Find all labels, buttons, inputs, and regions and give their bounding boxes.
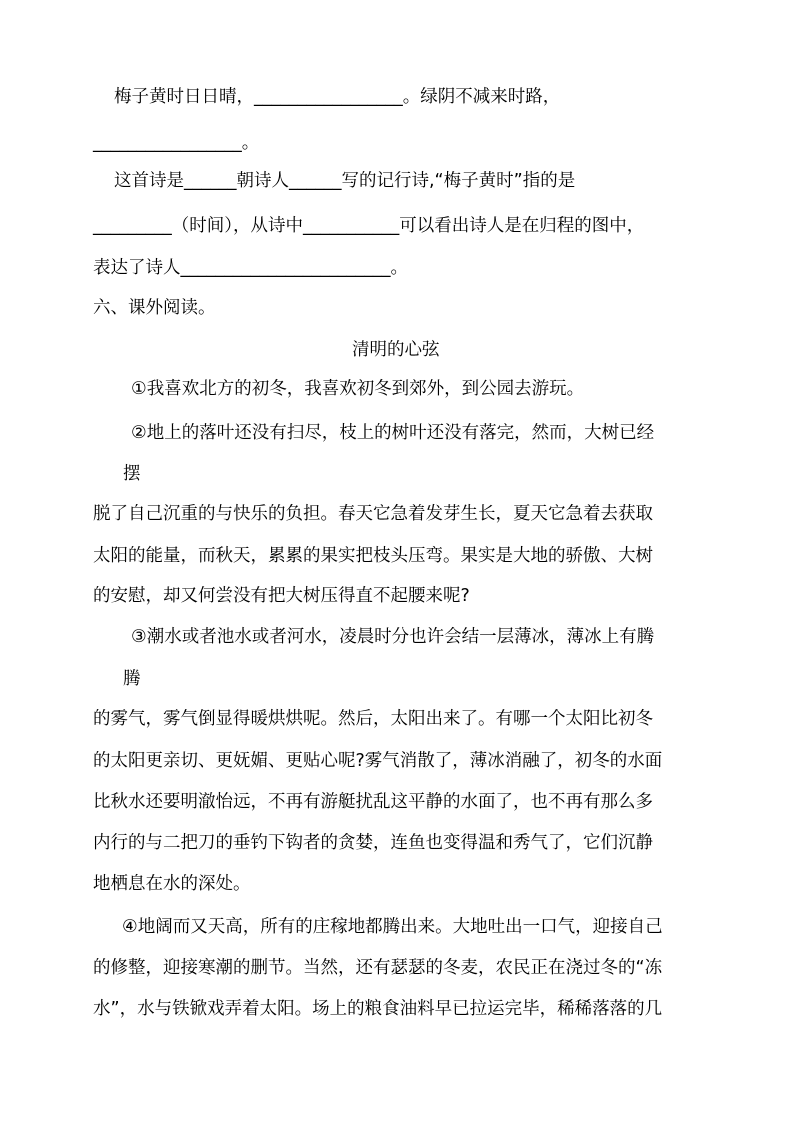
passage-title: 清明的心弦 — [352, 340, 440, 360]
paragraph-4-line-3: 水”，水与铁锨戏弄着太阳。场上的粮食油料早已拉运完毕，稀稀落落的几 — [93, 999, 663, 1019]
paragraph-2-line-1: ②地上的落叶还没有扫尽，枝上的树叶还没有落完，然而，大树已经 — [131, 423, 655, 443]
poem-line-2: _________________。 — [93, 133, 260, 153]
paragraph-3-line-1: ③潮水或者池水或者河水，凌晨时分也许会结一层薄冰，薄冰上有腾 — [131, 627, 655, 647]
paragraph-2-line-3: 脱了自己沉重的与快乐的负担。春天它急着发芽生长，夏天它急着去获取 — [93, 504, 653, 524]
paragraph-4-line-2: 的修整，迎接寒潮的删节。当然，还有瑟瑟的冬麦，农民正在浇过冬的“冻 — [93, 958, 663, 978]
paragraph-1: ①我喜欢北方的初冬，我喜欢初冬到郊外，到公园去游玩。 — [131, 379, 585, 399]
paragraph-3-line-5: 比秋水还要明澈怡远，不再有游艇扰乱这平静的水面了，也不再有那么多 — [93, 792, 653, 812]
paragraph-2-line-2: 摆 — [123, 464, 141, 484]
paragraph-2-line-5: 的安慰，却又何尝没有把大树压得直不起腰来呢? — [93, 586, 470, 606]
question-line-2: _________（时间），从诗中___________可以看出诗人是在归程的图中， — [93, 216, 645, 236]
section-heading: 六、课外阅读。 — [93, 298, 216, 318]
paragraph-4-line-1: ④地阔而又天高，所有的庄稼地都腾出来。大地吐出一口气，迎接自己 — [122, 917, 663, 937]
question-line-1: 这首诗是______朝诗人______写的记行诗,“梅子黄时”指的是 — [114, 171, 576, 191]
paragraph-2-line-4: 太阳的能量，而秋天，累累的果实把枝头压弯。果实是大地的骄傲、大树 — [93, 546, 653, 566]
poem-line-1: 梅子黄时日日晴，_________________。绿阴不减来时路， — [114, 87, 561, 107]
paragraph-3-line-4: 的太阳更亲切、更妩媚、更贴心呢?雾气消散了，薄冰消融了，初冬的水面 — [93, 751, 663, 771]
paragraph-3-line-2: 腾 — [123, 669, 141, 689]
paragraph-3-line-6: 内行的与二把刀的垂钓下钩者的贪婪，连鱼也变得温和秀气了，它们沉静 — [93, 833, 653, 853]
paragraph-3-line-3: 的雾气，雾气倒显得暖烘烘呢。然后，太阳出来了。有哪一个太阳比初冬 — [93, 709, 653, 729]
paragraph-3-line-7: 地栖息在水的深处。 — [93, 874, 251, 894]
question-line-3: 表达了诗人________________________。 — [93, 258, 408, 278]
